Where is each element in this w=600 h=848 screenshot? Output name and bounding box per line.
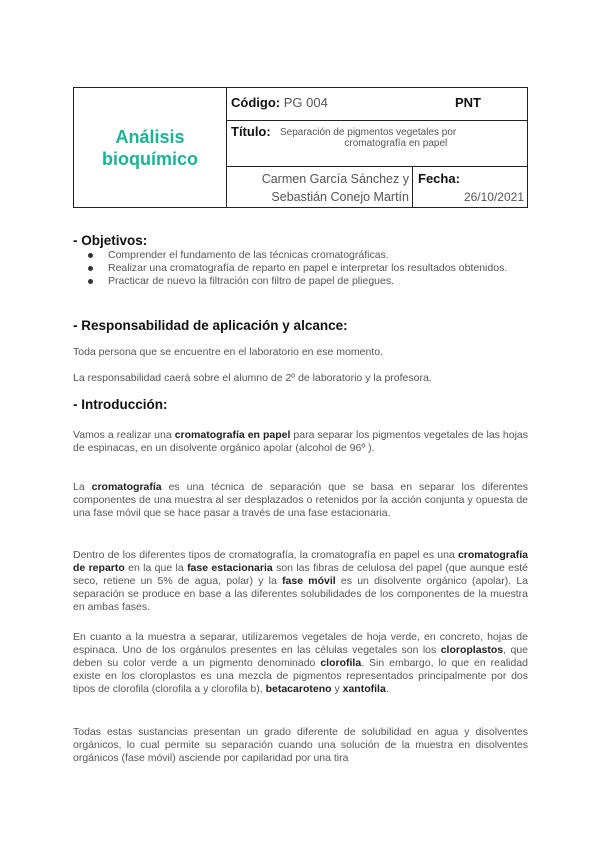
codigo-label: Código:: [231, 95, 281, 110]
author-line-1: Carmen García Sánchez y: [261, 172, 409, 186]
pnt-text: PNT: [455, 95, 481, 110]
objetivos-title: - Objetivos:: [73, 233, 148, 248]
bold-term: fase estacionaria: [187, 562, 273, 574]
author-line-2: Sebastián Conejo Martín: [271, 190, 409, 204]
titulo-line-1: Separación de pigmentos vegetales por: [280, 127, 457, 138]
list-item-text: Practicar de nuevo la filtración con filtro de papel de pliegues.: [108, 275, 395, 287]
pnt-label: [455, 95, 481, 110]
fecha-value: 26/10/2021: [463, 190, 524, 204]
text-run: es una técnica de separación que se basa en separar los diferentes componentes de una muestra al ser desplazados o retenidos por la acción conjunta y opuesta de una fase móvil que se hace pasar a través de una fase estacionaria.: [73, 481, 528, 519]
bold-term: clorofila: [320, 657, 362, 669]
responsabilidad-p2: La responsabilidad caerá sobre el alumno de 2º de laboratorio y la profesora.: [73, 372, 432, 384]
authors: [231, 170, 409, 206]
bold-term: xantofila: [342, 683, 386, 695]
intro-paragraph-3: [73, 549, 528, 614]
brand-line-1: Análisis: [115, 126, 185, 147]
text-run: y: [331, 683, 343, 695]
text-run: , que deben su color verde a un pigmento denominado: [73, 644, 528, 669]
bold-term: betacaroteno: [265, 683, 332, 695]
codigo-field: [231, 95, 328, 110]
titulo-label-text: Título:: [231, 124, 271, 139]
text-run: en la que la: [124, 562, 188, 574]
fecha-field: [418, 170, 524, 206]
intro-paragraph-4: [73, 631, 528, 696]
bold-term: fase móvil: [282, 575, 336, 587]
text-run: Dentro de los diferentes tipos de cromatografía, la cromatografía en papel es una: [73, 549, 458, 561]
bold-term: cromatografía: [91, 481, 162, 493]
introduccion-title: - Introducción:: [73, 397, 168, 412]
text-run: para separar los pigmentos vegetales de las hojas de espinacas, en un disolvente orgánico apolar (alcohol de 96º ).: [73, 429, 529, 454]
intro-paragraph-5: Todas estas sustancias presentan un grado diferente de solubilidad en agua y disolventes orgánicos, lo cual permite su separación cuando una solución de la muestra en disolventes orgánicos (fase móvil) asciende por capilaridad por una tira: [73, 726, 528, 764]
brand-title: [74, 88, 226, 207]
intro-paragraph-2: [73, 481, 528, 520]
titulo-value: [280, 127, 456, 149]
list-item-text: Realizar una cromatografía de reparto en papel e interpretar los resultados obtenidos.: [108, 262, 508, 274]
list-item-text: Comprender el fundamento de las técnicas cromatográficas.: [108, 249, 389, 261]
brand-line-2: bioquímico: [102, 148, 198, 169]
bullet-icon: [88, 266, 93, 271]
list-item: [82, 275, 522, 288]
codigo-value: PG 004: [283, 95, 328, 110]
text-run: La: [73, 481, 92, 493]
titulo-label: [231, 124, 271, 139]
bold-term: cromatografía de reparto: [73, 549, 528, 574]
text-run: En cuanto a la muestra a separar, utilizaremos vegetales de hoja verde, en concreto, hojas de espinaca. Uno de los orgánulos presentes en las células vegetales son los: [73, 631, 528, 656]
text-run: son las fibras de celulosa del papel (que aunque esté seco, retiene un 5% de agua, polar) y la: [73, 562, 528, 587]
header-table: [73, 87, 528, 208]
intro-paragraph-1: [73, 429, 528, 455]
bold-term: cromatografía en papel: [174, 429, 291, 441]
titulo-line-2: cromatografía en papel: [344, 138, 448, 149]
text-run: Vamos a realizar una: [73, 429, 175, 441]
bullet-icon: [88, 253, 93, 258]
bold-term: cloroplastos: [440, 644, 504, 656]
list-item: [82, 262, 522, 275]
bullet-icon: [88, 279, 93, 284]
responsabilidad-p1: Toda persona que se encuentre en el laboratorio en ese momento.: [73, 346, 383, 358]
text-run: .: [385, 683, 389, 695]
responsabilidad-title: - Responsabilidad de aplicación y alcance:: [73, 318, 348, 333]
fecha-label: Fecha:: [418, 171, 460, 186]
list-item: [82, 249, 522, 262]
text-run: . Sin embargo, lo que en realidad existe en los cloroplastos es una mezcla de pigmentos representados principalmente por dos tipos de clorofila (clorofila a y clorofila b),: [73, 657, 529, 695]
objetivos-list: [82, 249, 522, 288]
text-run: es un disolvente orgánico (apolar). La separación se produce en base a las diferentes solubilidades de los componentes de la muestra en ambas fases.: [73, 575, 528, 613]
